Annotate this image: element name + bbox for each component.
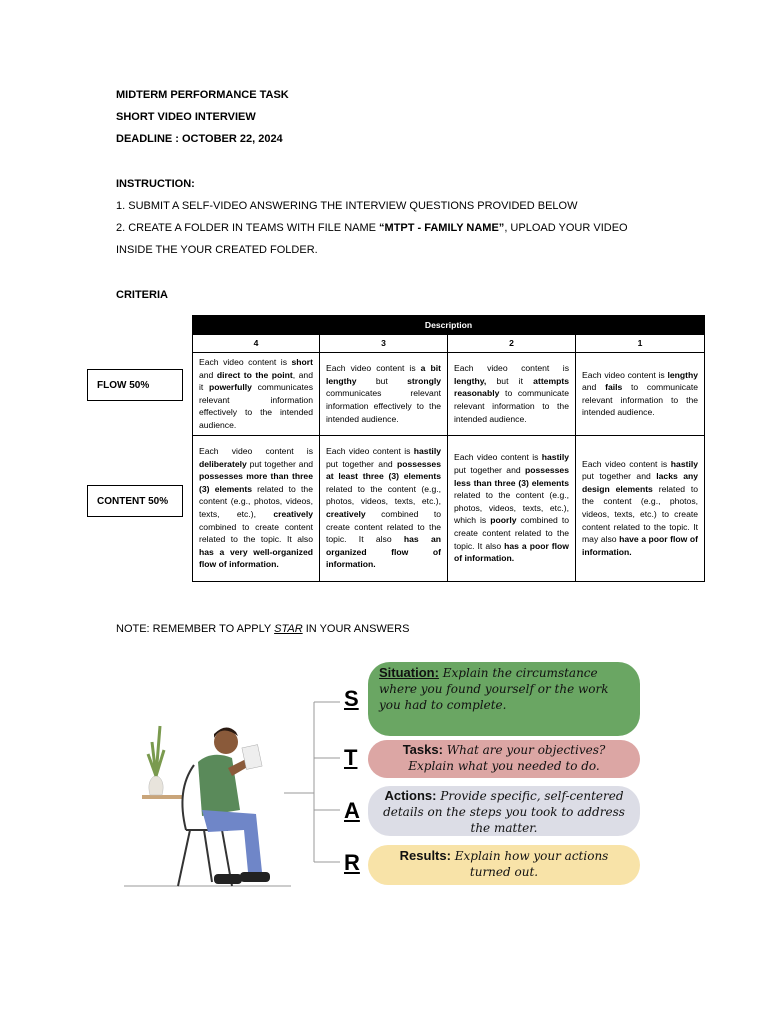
deadline: DEADLINE : OCTOBER 22, 2024 xyxy=(116,133,283,145)
rubric-cell: Each video content is hastily put together and possesses less than three (3) elements related to the content (e.g., photos, videos, texts, etc.), which is poorly combined to create content related to the topic. It also has a poor flow of information. xyxy=(448,435,576,581)
actions-pill xyxy=(368,786,640,836)
star-note xyxy=(116,623,409,635)
star-letter-s: S xyxy=(344,686,359,711)
rubric-row-flow xyxy=(193,353,705,436)
criteria-label-flow: FLOW 50% xyxy=(87,369,183,401)
connector-lines xyxy=(284,702,340,862)
instruction-item-1: 1. SUBMIT A SELF-VIDEO ANSWERING THE INTERVIEW QUESTIONS PROVIDED BELOW xyxy=(116,200,578,212)
rubric-cell: Each video content is lengthy, but it attempts reasonably to communicate relevant information to the intended audience. xyxy=(448,353,576,436)
actions-text: Provide specific, self-centered details on the steps you took to address the matter. xyxy=(383,789,625,835)
score-2: 2 xyxy=(448,335,576,353)
situation-keyword: Situation: xyxy=(379,665,439,680)
task-subtitle: SHORT VIDEO INTERVIEW xyxy=(116,111,256,123)
instruction-item-2 xyxy=(116,222,628,234)
file-name-format: “MTPT - FAMILY NAME” xyxy=(379,222,505,234)
instruction-item-2-post: , UPLOAD YOUR VIDEO xyxy=(504,222,628,234)
rubric-cell: Each video content is hastily put together and lacks any design elements related to the content (e.g., photos, videos, texts, etc.) to create content related to the topic. It may also have a poor flow of information. xyxy=(576,435,705,581)
rubric-cell: Each video content is short and direct to the point, and it powerfully communicates relevant information effectively to the intended audience. xyxy=(193,353,320,436)
rubric-score-row xyxy=(193,335,705,353)
rubric-header-row xyxy=(193,316,705,335)
instruction-heading: INSTRUCTION: xyxy=(116,178,195,190)
tasks-pill xyxy=(368,740,640,778)
results-keyword: Results: xyxy=(399,848,451,863)
results-pill xyxy=(368,845,640,885)
rubric-row-content xyxy=(193,435,705,581)
score-3: 3 xyxy=(320,335,448,353)
note-text-end: IN YOUR ANSWERS xyxy=(302,623,410,635)
note-star-emphasis: STAR xyxy=(274,623,303,635)
actions-keyword: Actions: xyxy=(384,788,437,803)
rubric-table xyxy=(192,315,705,582)
score-1: 1 xyxy=(576,335,705,353)
rubric-cell: Each video content is deliberately put together and possesses more than three (3) elements related to the content (e.g., photos, videos, texts, etc.), creatively combined to create content related to the topic. It also has a very well-organized flow of information. xyxy=(193,435,320,581)
instruction-item-2-pre: 2. CREATE A FOLDER IN TEAMS WITH FILE NAME xyxy=(116,222,380,234)
star-letter-t: T xyxy=(344,745,358,770)
star-letter-a: A xyxy=(344,798,360,823)
rubric-cell: Each video content is lengthy and fails to communicate relevant information to the intended audience. xyxy=(576,353,705,436)
score-4: 4 xyxy=(193,335,320,353)
note-text: NOTE: REMEMBER TO APPLY xyxy=(116,623,275,635)
description-header: Description xyxy=(193,316,705,335)
criteria-heading: CRITERIA xyxy=(116,289,168,301)
star-infographic xyxy=(116,650,651,895)
situation-pill xyxy=(368,662,640,736)
criteria-label-content: CONTENT 50% xyxy=(87,485,183,517)
situation-text: Explain the circumstance where you found yourself or the work you had to complete. xyxy=(379,666,609,712)
rubric-cell: Each video content is a bit lengthy but strongly communicates relevant information effectively to the intended audience. xyxy=(320,353,448,436)
star-letter-r: R xyxy=(344,850,360,875)
instruction-item-2-continued: INSIDE THE YOUR CREATED FOLDER. xyxy=(116,244,318,256)
rubric-cell: Each video content is hastily put together and possesses at least three (3) elements related to the content (e.g., photos, videos, texts, etc.), creatively combined to create content related to the topic. It also has an organized flow of information. xyxy=(320,435,448,581)
results-text: Explain how your actions turned out. xyxy=(454,849,609,879)
task-title: MIDTERM PERFORMANCE TASK xyxy=(116,89,289,101)
tasks-keyword: Tasks: xyxy=(402,742,443,757)
tasks-text: What are your objectives? Explain what you needed to do. xyxy=(408,743,606,773)
